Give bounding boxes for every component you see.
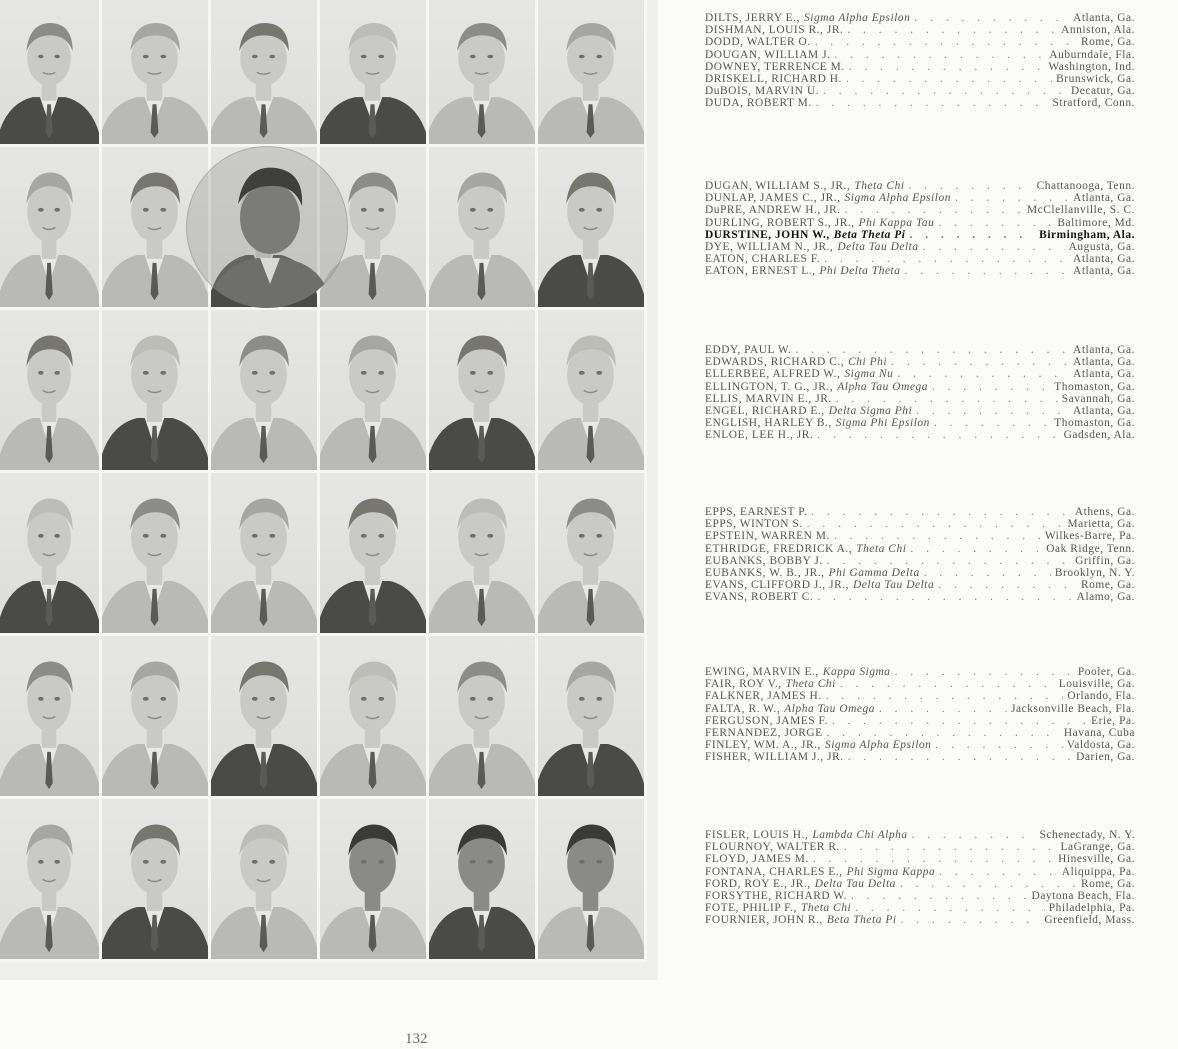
roster-entry	[705, 739, 1135, 751]
leader-dots	[823, 85, 1067, 97]
hometown: Brooklyn, N. Y.	[1054, 566, 1135, 579]
leader-dots	[811, 506, 1071, 518]
hometown: Greenfield, Mass.	[1044, 914, 1135, 927]
portrait-figure-icon	[0, 147, 99, 307]
hometown: Atlanta, Ga.	[1073, 404, 1135, 417]
roster-entry	[705, 381, 1135, 393]
leader-dots	[847, 24, 1057, 36]
fraternity: Theta Chi	[785, 678, 836, 691]
student-name: FISLER, LOUIS H.,	[705, 829, 809, 841]
hometown: Stratford, Conn.	[1052, 97, 1135, 110]
roster-group	[705, 180, 1135, 278]
student-name: FALTA, R. W.,	[705, 702, 781, 715]
roster-group	[705, 12, 1135, 110]
hometown: Hinesville, Ga.	[1058, 853, 1135, 866]
leader-dots	[851, 890, 1028, 902]
student-portrait	[429, 636, 538, 799]
roster-entry	[705, 344, 1135, 356]
student-name: EVANS, CLIFFORD J., JR.,	[705, 579, 850, 592]
student-portrait	[538, 799, 647, 962]
roster-entry	[705, 405, 1135, 417]
fraternity: Phi Gamma Delta	[828, 566, 920, 579]
hometown: Atlanta, Ga.	[1073, 344, 1135, 356]
hometown: Orlando, Fla.	[1067, 690, 1135, 703]
fraternity: Beta Theta Pi	[826, 914, 897, 927]
roster-entry	[705, 36, 1135, 48]
fraternity: Phi Sigma Kappa	[846, 865, 936, 878]
roster-group	[705, 344, 1135, 442]
student-name: FORD, ROY E., JR.,	[705, 877, 811, 890]
leader-dots	[849, 61, 1045, 73]
student-name: FLOURNOY, WALTER R.	[705, 841, 840, 854]
student-portrait	[538, 636, 647, 799]
leader-dots	[900, 878, 1077, 890]
leader-dots	[912, 829, 1036, 841]
portrait-figure-icon	[102, 0, 208, 144]
roster-entry	[705, 229, 1135, 241]
student-portrait	[0, 147, 102, 310]
hometown: LaGrange, Ga.	[1060, 841, 1135, 854]
roster-entry	[705, 555, 1135, 567]
leader-dots	[807, 518, 1064, 530]
portrait-figure-icon	[211, 0, 317, 144]
portrait-figure-icon	[102, 799, 208, 959]
roster-entry	[705, 690, 1135, 702]
portrait-figure-icon	[211, 636, 317, 796]
hometown: Anniston, Ala.	[1061, 24, 1135, 37]
portrait-figure-icon	[320, 310, 426, 470]
student-portrait	[538, 310, 647, 473]
fraternity: Theta Chi	[854, 180, 905, 192]
student-portrait	[102, 799, 211, 962]
leader-dots	[846, 73, 1052, 85]
leader-dots	[924, 567, 1051, 579]
hometown: Birmingham, Ala.	[1039, 228, 1135, 241]
student-name: FALKNER, JAMES H.	[705, 690, 822, 703]
student-portrait	[0, 636, 102, 799]
student-name: FOTE, PHILIP F.,	[705, 902, 797, 915]
portrait-figure-icon	[320, 636, 426, 796]
student-name: ENGLISH, HARLEY B.,	[705, 417, 832, 430]
fraternity: Sigma Alpha Epsilon	[824, 739, 932, 752]
fraternity: Theta Chi	[800, 902, 852, 915]
fraternity: Phi Delta Theta	[819, 265, 901, 278]
roster-entry	[705, 241, 1135, 253]
roster-entry	[705, 61, 1135, 73]
page-number: 132	[405, 1031, 428, 1047]
student-portrait	[538, 147, 647, 310]
roster-entry	[705, 829, 1135, 841]
student-name: ELLINGTON, T. G., JR.,	[705, 380, 834, 393]
hometown: Thomaston, Ga.	[1054, 417, 1135, 430]
portrait-figure-icon	[211, 310, 317, 470]
student-name: DUDA, ROBERT M.	[705, 97, 812, 110]
portrait-figure-icon	[320, 0, 426, 144]
portrait-figure-icon	[102, 310, 208, 470]
fraternity: Delta Tau Delta	[837, 240, 919, 253]
roster-entry	[705, 878, 1135, 890]
student-name: DuPRE, ANDREW H., JR.	[705, 204, 841, 217]
hometown: Atlanta, Ga.	[1073, 192, 1135, 205]
student-name: FERGUSON, JAMES F.	[705, 714, 828, 727]
roster-entry	[705, 703, 1135, 715]
roster-entry	[705, 192, 1135, 204]
roster-entry	[705, 841, 1135, 853]
portrait-figure-icon	[429, 636, 535, 796]
leader-dots	[816, 97, 1049, 109]
student-name: DISHMAN, LOUIS R., JR.	[705, 24, 844, 37]
roster-entry	[705, 751, 1135, 763]
student-name: FOURNIER, JOHN R.,	[705, 914, 823, 927]
hometown: Rome, Ga.	[1081, 579, 1135, 592]
portrait-figure-icon	[0, 473, 99, 633]
roster-entry	[705, 715, 1135, 727]
leader-dots	[832, 715, 1087, 727]
leader-dots	[895, 666, 1074, 678]
hometown: Rome, Ga.	[1081, 36, 1135, 49]
student-portrait	[429, 0, 538, 147]
hometown: Aliquippa, Pa.	[1061, 865, 1135, 878]
fraternity: Phi Kappa Tau	[858, 216, 935, 229]
hometown: Gadsden, Ala.	[1063, 429, 1135, 442]
leader-dots	[938, 217, 1053, 229]
portrait-figure-icon	[538, 636, 644, 796]
roster-entry	[705, 393, 1135, 405]
student-portrait	[102, 636, 211, 799]
student-name: EATON, ERNEST L.,	[705, 265, 816, 278]
roster-entry	[705, 678, 1135, 690]
leader-dots	[905, 265, 1070, 277]
student-name: ETHRIDGE, FREDRICK A.,	[705, 542, 853, 555]
student-portrait	[0, 473, 102, 636]
student-portrait	[0, 310, 102, 473]
fraternity: Lambda Chi Alpha	[812, 829, 908, 841]
leader-dots	[916, 405, 1069, 417]
student-name: DRISKELL, RICHARD H.	[705, 72, 842, 85]
roster-entry	[705, 180, 1135, 192]
student-name: DURSTINE, JOHN W.,	[705, 228, 830, 241]
student-portrait	[102, 310, 211, 473]
highlighted-portrait	[186, 146, 348, 308]
leader-dots	[827, 555, 1071, 567]
hometown: Havana, Cuba	[1063, 726, 1135, 739]
roster-entry	[705, 12, 1135, 24]
roster-group	[705, 506, 1135, 604]
portrait-figure-icon	[102, 473, 208, 633]
roster-entry	[705, 890, 1135, 902]
portrait-figure-icon	[538, 0, 644, 144]
fraternity: Sigma Alpha Epsilon	[844, 192, 951, 205]
student-name: DURLING, ROBERT S., JR.,	[705, 216, 855, 229]
roster-entry	[705, 506, 1135, 518]
student-name: EPPS, EARNEST P.	[705, 506, 808, 518]
roster-entry	[705, 85, 1135, 97]
leader-dots	[844, 841, 1057, 853]
student-portrait	[320, 799, 429, 962]
fraternity: Sigma Alpha Epsilon	[803, 12, 911, 24]
leader-dots	[891, 356, 1069, 368]
portrait-figure-icon	[538, 799, 644, 959]
hometown: Washington, Ind.	[1048, 60, 1135, 73]
student-portrait	[429, 473, 538, 636]
portrait-figure-icon	[0, 0, 99, 144]
roster-entry	[705, 866, 1135, 878]
roster-entry	[705, 727, 1135, 739]
roster-entry	[705, 914, 1135, 926]
fraternity: Sigma Phi Epsilon	[835, 417, 930, 430]
leader-dots	[910, 543, 1042, 555]
portrait-figure-icon	[320, 473, 426, 633]
roster-entry	[705, 429, 1135, 441]
hometown: Darien, Ga.	[1076, 751, 1135, 764]
hometown: Brunswick, Ga.	[1056, 72, 1135, 85]
portrait-figure-icon	[429, 147, 535, 307]
leader-dots	[855, 902, 1045, 914]
portrait-figure-icon	[0, 310, 99, 470]
hometown: Thomaston, Ga.	[1054, 380, 1135, 393]
student-portrait	[320, 473, 429, 636]
portrait-figure-icon	[429, 310, 535, 470]
hometown: Atlanta, Ga.	[1073, 368, 1135, 381]
roster-entry	[705, 368, 1135, 380]
student-name: EWING, MARVIN E.,	[705, 666, 819, 678]
hometown: Augusta, Ga.	[1068, 240, 1135, 253]
leader-dots	[845, 204, 1023, 216]
roster-entry	[705, 591, 1135, 603]
hometown: Athens, Ga.	[1074, 506, 1135, 518]
hometown: Alamo, Ga.	[1076, 591, 1135, 604]
hometown: Philadelphia, Pa.	[1048, 902, 1135, 915]
fraternity: Delta Tau Delta	[814, 877, 896, 890]
hometown: Rome, Ga.	[1081, 877, 1135, 890]
student-portrait	[0, 799, 102, 962]
hometown: McClellanville, S. C.	[1026, 204, 1135, 217]
roster-entry	[705, 579, 1135, 591]
student-name: DYE, WILLIAM N., JR.,	[705, 240, 834, 253]
student-name: FORSYTHE, RICHARD W.	[705, 889, 848, 902]
student-name: EPPS, WINTON S.	[705, 518, 803, 531]
portrait-figure-icon	[429, 799, 535, 959]
student-name: FLOYD, JAMES M.	[705, 853, 809, 866]
hometown: Valdosta, Ga.	[1066, 739, 1135, 752]
leader-dots	[815, 36, 1077, 48]
hometown: Oak Ridge, Tenn.	[1046, 542, 1135, 555]
leader-dots	[827, 727, 1060, 739]
student-name: ELLIS, MARVIN E., JR.	[705, 392, 832, 405]
student-portrait	[211, 636, 320, 799]
fraternity: Alpha Tau Omega	[784, 702, 875, 715]
portrait-figure-icon	[320, 799, 426, 959]
fraternity: Sigma Nu	[844, 368, 894, 381]
roster-entry	[705, 97, 1135, 109]
roster-entry	[705, 530, 1135, 542]
student-name: ENLOE, LEE H., JR.	[705, 429, 814, 442]
leader-dots	[834, 49, 1045, 61]
student-name: FINLEY, WM. A., JR.,	[705, 739, 821, 752]
student-name: EVANS, ROBERT C.	[705, 591, 814, 604]
portrait-figure-icon	[0, 799, 99, 959]
roster-entry	[705, 902, 1135, 914]
fraternity: Delta Sigma Phi	[828, 404, 913, 417]
portrait-figure-icon	[211, 799, 317, 959]
student-portrait	[429, 799, 538, 962]
student-portrait	[0, 0, 102, 147]
portrait-figure-icon	[186, 146, 348, 308]
student-portrait	[211, 799, 320, 962]
roster-entry	[705, 543, 1135, 555]
hometown: Jacksonville Beach, Fla.	[1011, 702, 1135, 715]
hometown: Baltimore, Md.	[1057, 216, 1135, 229]
student-portrait	[320, 310, 429, 473]
student-name: FERNANDEZ, JORGE	[705, 726, 823, 739]
fraternity: Theta Chi	[856, 542, 907, 555]
fraternity: Beta Theta Pi	[833, 228, 906, 241]
leader-dots	[795, 344, 1069, 356]
hometown: Savannah, Ga.	[1061, 392, 1135, 405]
roster-entry	[705, 49, 1135, 61]
roster-entry	[705, 253, 1135, 265]
student-name: DUGAN, WILLIAM S., JR.,	[705, 180, 851, 192]
roster-entry	[705, 265, 1135, 277]
hometown: Pooler, Ga.	[1077, 666, 1135, 678]
student-name: EDWARDS, RICHARD C.,	[705, 356, 845, 369]
hometown: Atlanta, Ga.	[1073, 265, 1135, 278]
portrait-figure-icon	[538, 473, 644, 633]
student-name: FONTANA, CHARLES E.,	[705, 865, 843, 878]
hometown: Louisville, Ga.	[1058, 678, 1135, 691]
roster-entry	[705, 73, 1135, 85]
student-name: DOUGAN, WILLIAM J.	[705, 48, 831, 61]
portrait-figure-icon	[0, 636, 99, 796]
portrait-figure-icon	[211, 473, 317, 633]
student-name: EPSTEIN, WARREN M.	[705, 530, 830, 543]
hometown: Auburndale, Fla.	[1049, 48, 1135, 61]
fraternity: Alpha Tau Omega	[837, 380, 928, 393]
leader-dots	[934, 417, 1050, 429]
student-portrait	[102, 473, 211, 636]
hometown: Schenectady, N. Y.	[1039, 829, 1135, 841]
leader-dots	[932, 381, 1050, 393]
roster-entry	[705, 853, 1135, 865]
leader-dots	[824, 253, 1069, 265]
leader-dots	[923, 241, 1065, 253]
leader-dots	[901, 914, 1041, 926]
hometown: Wilkes-Barre, Pa.	[1044, 530, 1135, 543]
hometown: Daytona Beach, Fla.	[1031, 889, 1135, 902]
leader-dots	[955, 192, 1069, 204]
student-portrait	[211, 310, 320, 473]
roster-entry	[705, 356, 1135, 368]
leader-dots	[848, 751, 1072, 763]
roster-entry	[705, 518, 1135, 530]
leader-dots	[879, 703, 1007, 715]
hometown: Griffin, Ga.	[1075, 554, 1135, 567]
roster-entry	[705, 567, 1135, 579]
portrait-figure-icon	[429, 473, 535, 633]
leader-dots	[834, 530, 1041, 542]
roster-entry	[705, 666, 1135, 678]
leader-dots	[817, 591, 1072, 603]
roster-entry	[705, 217, 1135, 229]
student-name: FAIR, ROY V.,	[705, 678, 782, 691]
portrait-figure-icon	[429, 0, 535, 144]
fraternity: Kappa Sigma	[822, 666, 891, 678]
student-portrait	[211, 473, 320, 636]
roster-entry	[705, 417, 1135, 429]
portrait-figure-icon	[538, 147, 644, 307]
leader-dots	[914, 12, 1069, 24]
student-portrait	[320, 0, 429, 147]
leader-dots	[897, 368, 1069, 380]
portrait-figure-icon	[538, 310, 644, 470]
leader-dots	[826, 690, 1064, 702]
roster-group	[705, 666, 1135, 764]
student-name: ENGEL, RICHARD E.,	[705, 404, 825, 417]
student-name: EUBANKS, BOBBY J.	[705, 554, 823, 567]
student-portrait	[102, 0, 211, 147]
fraternity: Chi Phi	[848, 356, 888, 369]
student-name: FISHER, WILLIAM J., JR.	[705, 751, 844, 764]
roster-entry	[705, 24, 1135, 36]
leader-dots	[939, 866, 1058, 878]
roster-entry	[705, 204, 1135, 216]
student-portrait	[320, 636, 429, 799]
leader-dots	[935, 739, 1062, 751]
student-portrait	[429, 310, 538, 473]
student-name: EUBANKS, W. B., JR.,	[705, 566, 825, 579]
leader-dots	[938, 579, 1077, 591]
leader-dots	[813, 853, 1054, 865]
student-name: EDDY, PAUL W.	[705, 344, 792, 356]
hometown: Atlanta, Ga.	[1073, 356, 1135, 369]
student-name: DODD, WALTER O.	[705, 36, 811, 49]
student-name: EATON, CHARLES F.	[705, 253, 821, 266]
leader-dots	[910, 229, 1036, 241]
leader-dots	[909, 180, 1033, 192]
student-name: DILTS, JERRY E.,	[705, 12, 800, 24]
student-name: DUNLAP, JAMES C., JR.,	[705, 192, 841, 205]
student-name: DuBOIS, MARVIN U.	[705, 85, 820, 98]
hometown: Atlanta, Ga.	[1073, 12, 1135, 24]
portrait-figure-icon	[102, 636, 208, 796]
student-portrait	[429, 147, 538, 310]
leader-dots	[817, 429, 1059, 441]
fraternity: Delta Tau Delta	[853, 579, 935, 592]
student-portrait	[538, 0, 647, 147]
student-portrait	[211, 0, 320, 147]
student-name: ELLERBEE, ALFRED W.,	[705, 368, 841, 381]
hometown: Chattanooga, Tenn.	[1036, 180, 1135, 192]
hometown: Erie, Pa.	[1091, 714, 1135, 727]
student-name: DOWNEY, TERRENCE M.	[705, 60, 845, 73]
student-portrait	[538, 473, 647, 636]
roster-group	[705, 829, 1135, 927]
leader-dots	[836, 393, 1058, 405]
hometown: Atlanta, Ga.	[1073, 253, 1135, 266]
hometown: Decatur, Ga.	[1070, 85, 1135, 98]
leader-dots	[840, 678, 1055, 690]
hometown: Marietta, Ga.	[1067, 518, 1135, 531]
